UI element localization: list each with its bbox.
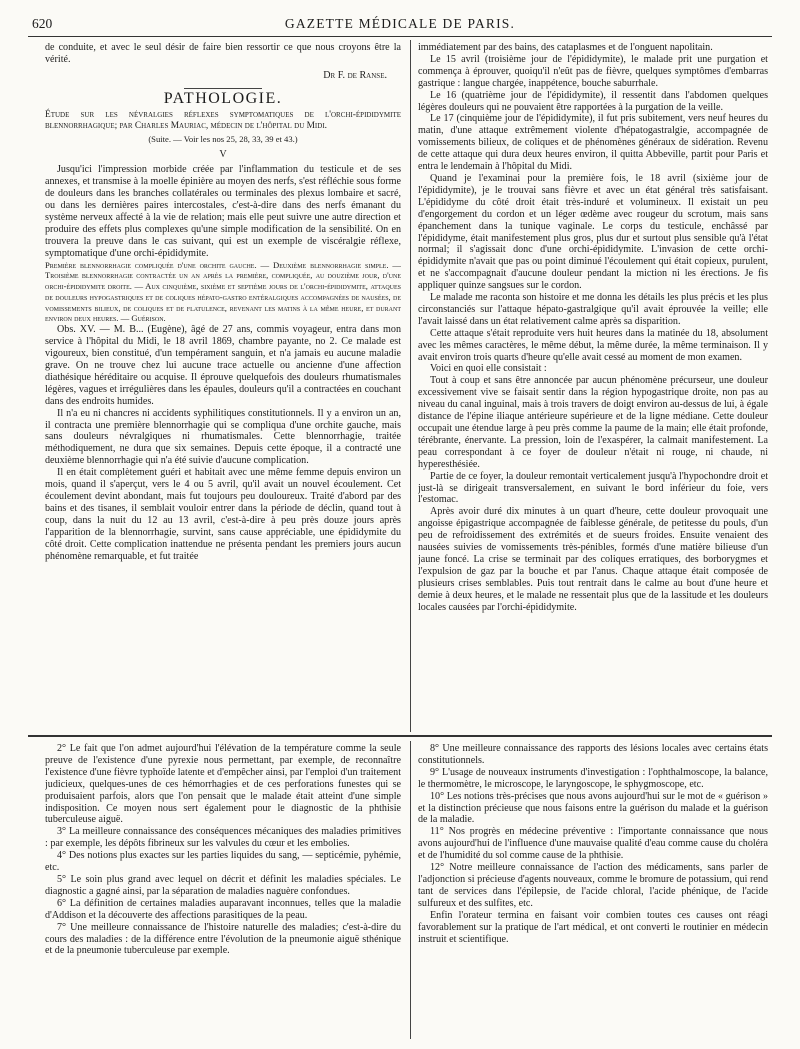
numbered-item: 4° Des notions plus exactes sur les parties liquides du sang, — septicémie, pyhémie, etc. <box>45 850 401 874</box>
page-header <box>28 14 772 37</box>
column-divider <box>410 741 411 1039</box>
intro-text: de conduite, et avec le seul désir de faire bien ressortir ce que nous croyons être la vérité. <box>45 42 401 65</box>
bottom-left-column <box>45 743 401 1039</box>
numbered-item: 10° Les notions très-précises que nous avons aujourd'hui sur le mot de « guérison » et la distinction précieuse que nous faisons entre la guérison du malade et la guérison de la maladie. <box>418 790 768 826</box>
horizontal-divider <box>28 735 772 737</box>
bottom-right-column <box>418 743 768 1039</box>
chapter-number: V <box>219 149 227 161</box>
numbered-item: 6° La définition de certaines maladies auparavant inconnues, telles que la maladie d'Addison et la découverte des affections parasitiques de la peau. <box>45 897 401 921</box>
article-title-text: Étude sur les névralgies réflexes symptomatiques de l'orchi-épididymite blennorrhagique; par Charles Mauriac, médecin de l'hôpital du Midi. <box>45 109 401 132</box>
paragraph: Jusqu'ici l'impression morbide créée par l'inflammation du testicule et de ses annexes, et transmise à la moelle épinière au moyen des nerfs, s'est réfléchie sous forme de douleurs dans les branches collatérales ou terminales des plexus lombaire et sacré, ou dans les dernières paires intercostales, c'est-à-dire dans des nerfs émanant du système nerveux affecté à la vie de relation; mais elle peut suivre une autre direction et produire des effets plus complexes qu'une simple modification de la sensibilité. On en trouvera la preuve dans le cas suivant, qui est un exemple de viscéralgie réflexe, symptomatique d'une orchi-épididymite. <box>45 164 401 259</box>
paragraph: Partie de ce foyer, la douleur remontait verticalement jusqu'à l'hypochondre droit et just-là se dirigeait transversalement, en suivant le bord inférieur du foie, vers l'estomac. <box>418 470 768 506</box>
paragraph: Quand je l'examinai pour la première fois, le 18 avril (sixième jour de l'épididymite), je le trouvai sans fièvre et avec un état général très satisfaisant. L'épididyme du côté droit était très-induré et volumineux. Il existait un peu d'engorgement du cordon et un léger œdème avec rougeur du scrotum, mais sans épanchement dans la tunique vaginale. Le corps du testicule, enchâssé par l'épididyme, était manifestement plus gros, plus dur et surtout plus sensible qu'à l'état normal; il s'agissait donc d'une orchi-épididymite. L'invasion de cette orchi-épididymite n'avait que pas ou point diminué l'écoulement qui était copieux, purulent, et ne s'accompagnait d'aucune douleur pendant la miction ni les érections. Je fis appliquer quinze sangsues sur le cordon. <box>418 172 768 292</box>
paragraph: immédiatement par des bains, des cataplasmes et de l'onguent napolitain. <box>418 42 713 53</box>
observation-paragraph: Il en était complètement guéri et habitait avec une même femme depuis environ un mois, quand il s'aperçut, vers le 4 ou 5 avril, qu'il avait un nouvel écoulement. Cet écoulement devint abondant, mais fut toujours peu douloureux. Traité d'abord par des bains et des tisanes, il semblait vouloir entrer dans la période de déclin, quand tout à coup, dans la nuit du 12 au 13 avril, c'est-à-dire à peu près douze jours après l'apparition de la blennorrhagie, survint, sans cause appréciable, une épididymite du côté droit. Cette complication inattendue ne présenta pendant les premiers jours aucun phénomène remarquable, et fut traitée <box>45 467 401 562</box>
paragraph: Après avoir duré dix minutes à un quart d'heure, cette douleur provoquait une angoisse épigastrique accompagnée de faiblesse générale, de petitesse du pouls, d'un peu de refroidissement des extrémités et de sueurs froides. Ensuite venaient des nausées suivies de vomissements très-pénibles, formés d'une matière bilieuse d'un jaune foncé. La crise se terminait par des coliques erratiques, des borborygmes et l'expulsion de gaz par la bouche et par l'anus. Chaque attaque était composée de plusieurs crises semblables. Puis tout rentrait dans le calme au bout d'une heure et demie à deux heures, et le malade ne ressentait plus que de la lassitude et les douleurs locales causées par l'orchi-épididymite. <box>418 506 768 613</box>
journal-title: GAZETTE MÉDICALE DE PARIS. <box>284 16 516 31</box>
numbered-item: 12° Notre meilleure connaissance de l'action des médicaments, sans parler de l'adjonction si précieuse d'agents nouveaux, comme le bromure de potassium, qui rend tant de services dans l'épilepsie, de l'acide chloral, l'acide phénique, de l'acide sulfureux et des sulfites, etc. <box>418 862 768 909</box>
numbered-item: 9° L'usage de nouveaux instruments d'investigation : l'ophthalmoscope, la balance, le thermomètre, le microscope, le laryngoscope, le sphygmoscope, etc. <box>418 766 768 790</box>
right-column <box>418 42 768 732</box>
article-title <box>45 110 401 133</box>
observation-paragraph: Il n'a eu ni chancres ni accidents syphilitiques constitutionnels. Il y a environ un an, il contracta une première blennorrhagie qui se compliqua d'une orchite gauche, mais sans douleurs névralgiques ni rhumatismales. Cette blennorrhagie, traitée méthodiquement, ne dura que six semaines. Depuis cette époque, il a contracté une deuxième blennorrhagie qui n'a été suivie d'aucune complication. <box>45 407 401 467</box>
paragraph: Le 15 avril (troisième jour de l'épididymite), le malade prit une purgation et commença à éprouver, quoiqu'il n'eût pas de fièvre, quelques symptômes d'embarras gastrique : langue chargée, inappétence, bouche saburrhale. <box>418 53 768 89</box>
numbered-item: 8° Une meilleure connaissance des rapports des lésions locales avec certains états constitutionnels. <box>418 743 768 766</box>
numbered-item: 2° Le fait que l'on admet aujourd'hui l'élévation de la température comme la seule preuve de l'existence d'une pyrexie nous permettant, par exemple, de reconnaître l'existence d'une fièvre typhoïde latente et d'empêcher ainsi, par l'emploi d'un traitement judicieux, quelques-unes de ces hémorrhagies et de ces perforations funestes qui se produisaient parfois, alors que l'on pensait que le malade était atteint d'une simple indisposition. Ce moyen nous sert également pour le diagnostic de la phthisie tuberculeuse aiguë. <box>45 743 401 826</box>
paragraph: Tout à coup et sans être annoncée par aucun phénomène précurseur, une douleur excessivement vive se faisait sentir dans la région hypogastrique droite, non pas au niveau du canal inguinal, mais à trois travers de doigt environ au-dessus de lui, à égale distance de l'épine iliaque antérieure supérieure et de la ligne médiane. Cette douleur occupait une étendue large à peu près comme la paume de la main; elle était profonde, térébrante, énervante. La pression, loin de l'exaspérer, la calmait manifestement. La peau correspondant à ce foyer de douleur n'était ni rouge, ni chaude, ni hyperesthésiée. <box>418 375 768 470</box>
column-divider <box>410 40 411 732</box>
paragraph: Le 16 (quatrième jour de l'épididymite), il ressentit dans l'abdomen quelques légères douleurs qui ne pouvaient être rapportées à la purgation de la veille. <box>418 89 768 113</box>
observation-paragraph: Obs. XV. — M. B... (Eugène), âgé de 27 ans, commis voyageur, entra dans mon service à l'hôpital du Midi, le 18 avril 1869, chambre payante, no 2. Ce malade est vigoureux, bien constitué, d'un tempérament sanguin, et n'a jamais eu aucune maladie grave. On ne trouve chez lui aucune trace actuelle ou ancienne d'une affection diathésique héréditaire ou acquise. Il éprouve quelquefois des douleurs rhumatismales légères, vagues et irrégulières dans les épaules, douleurs qu'il a contractées en couchant dans des endroits humides. <box>45 324 401 407</box>
numbered-item: 3° La meilleure connaissance des conséquences mécaniques des maladies primitives : par exemple, les dépôts fibrineux sur les valvules du cœur et les embolies. <box>45 826 401 850</box>
case-summary: Première blennorrhagie compliquée d'une orchite gauche. — Deuxième blennorrhagie simple. — Troisième blennorrhagie contractée un an après la première, compliquée, au douzième jour, d'une orchi-épididymite droite. — Aux cinquième, sixième et septième jours de l'orchi-épididymite, attaques de douleurs hypogastriques et de coliques hépato-gastro entéralgiques accompagnées de nausées, de vomissements bilieux, de coliques et de flatulence, revenant les matins à la même heure, et durant environ deux heures. — Guérison. <box>45 259 401 324</box>
numbered-item: 7° Une meilleure connaissance de l'histoire naturelle des maladies; c'est-à-dire du cours des maladies : de la différence entre l'évolution de la pneumonie aiguë sthénique et de la pneumonie tuberculeuse par exemple. <box>45 921 401 957</box>
paragraph: Le 17 (cinquième jour de l'épididymite), il fut pris subitement, vers neuf heures du matin, d'une attaque extrêmement violente d'hépatogastralgie, accompagnée de vomissements bilieux, de coliques et de phénomènes généraux de sidération. Revenu de cette attaque qui dura deux heures environ, il quitta Abbeville, partit pour Paris et entra le lendemain à l'hôpital du Midi. <box>418 113 768 173</box>
paragraph: Le malade me raconta son histoire et me donna les détails les plus précis et les plus circonstanciés sur l'attaque hépato-gastralgique qu'il avait éprouvée la veille; elle l'avait laissé dans un état relativement calme après sa disparition. <box>418 292 768 327</box>
paragraph: Voici en quoi elle consistait : <box>430 363 547 375</box>
continuation-note: (Suite. — Voir les nos 25, 28, 33, 39 et 43.) <box>148 134 298 145</box>
section-heading: PATHOLOGIE. <box>163 89 283 107</box>
signature-text: Dr F. de Ranse. <box>323 69 387 81</box>
page-number: 620 <box>32 16 53 31</box>
closing-paragraph: Enfin l'orateur termina en faisant voir combien toutes ces causes ont réagi favorablement sur la pratique de l'art médical, et ont converti le routinier en médecin instruit et scientifique. <box>418 909 768 945</box>
left-column <box>45 42 401 732</box>
paragraph: Cette attaque s'était reproduite vers huit heures dans la matinée du 18, absolument avec les mêmes caractères, le même début, la même durée, la même terminaison. Il y avait environ trois quarts d'heure qu'elle avait cessé au moment de mon examen. <box>418 327 768 363</box>
author-signature <box>45 70 387 82</box>
numbered-item: 5° Le soin plus grand avec lequel on décrit et définit les maladies spéciales. Le diagnostic a gagné ainsi, par la séparation de maladies naguère confondues. <box>45 873 401 897</box>
separator-rule <box>184 88 262 89</box>
numbered-item: 11° Nos progrès en médecine préventive : l'importante connaissance que nous avons aujourd'hui de l'influence d'une mauvaise qualité d'eau comme cause du choléra et de l'humidité du sol comme cause de la phthisie. <box>418 826 768 862</box>
